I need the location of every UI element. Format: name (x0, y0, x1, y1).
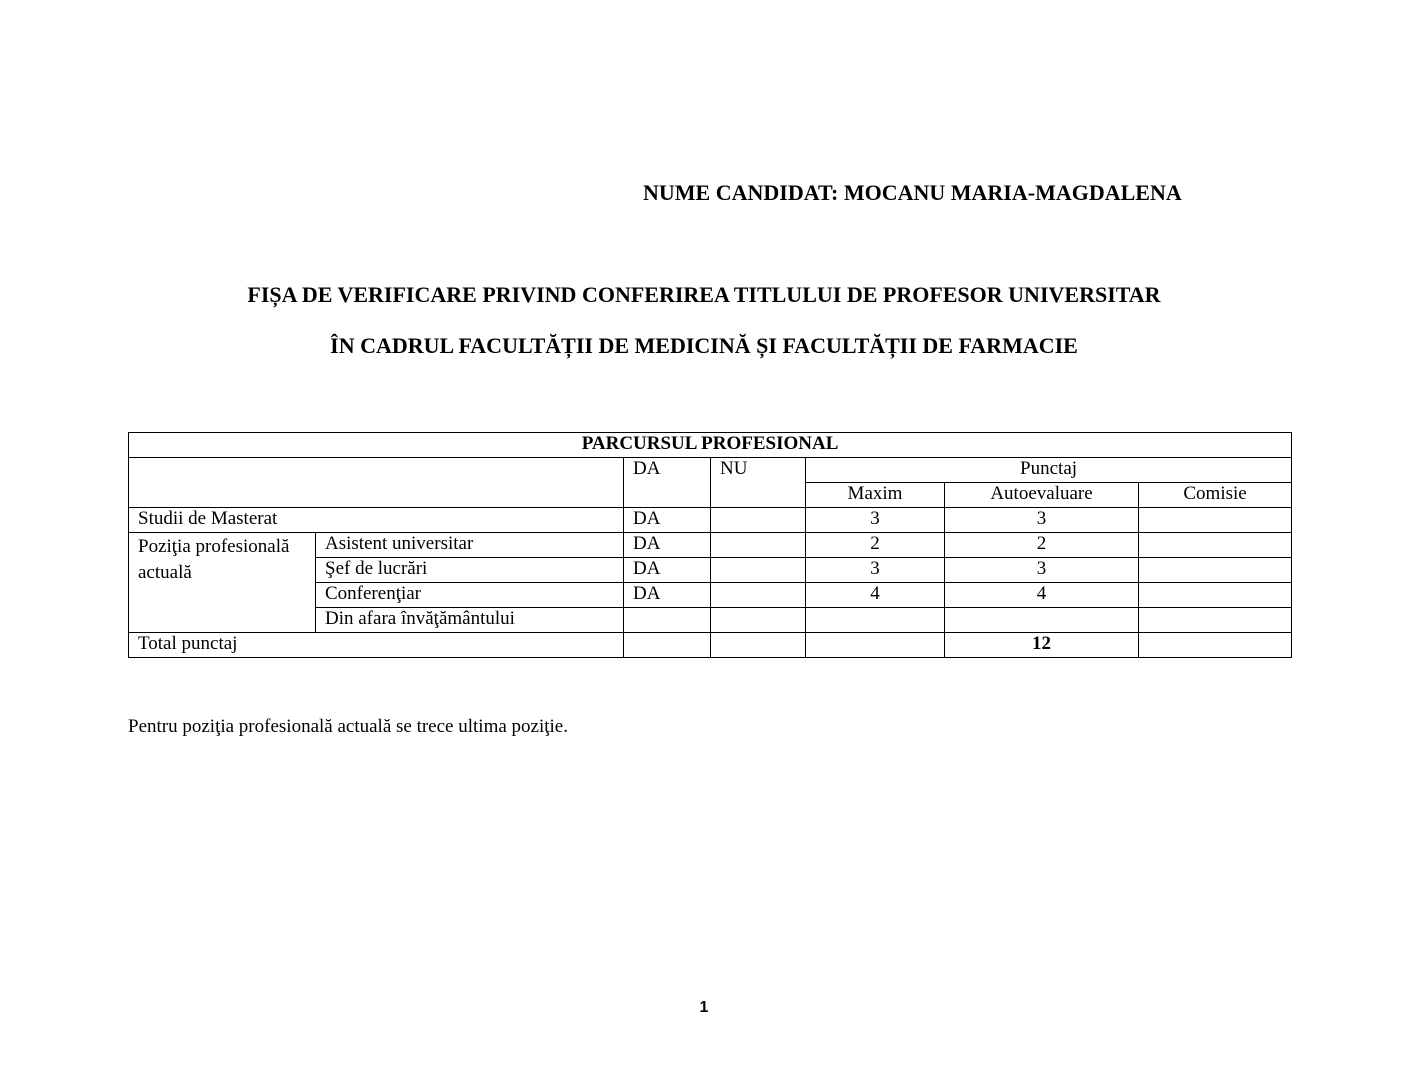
table-row (129, 508, 1292, 533)
cell-maxim: 4 (806, 583, 945, 608)
cell-nu (711, 533, 806, 558)
header-punctaj: Punctaj (806, 458, 1292, 483)
table-row (129, 533, 1292, 558)
cell-nu (711, 583, 806, 608)
cell-nu (711, 633, 806, 658)
header-da: DA (624, 458, 711, 508)
cell-maxim: 2 (806, 533, 945, 558)
cell-maxim (806, 633, 945, 658)
header-comisie: Comisie (1139, 483, 1292, 508)
cell-da (624, 608, 711, 633)
row-label: Asistent universitar (316, 533, 624, 558)
cell-comisie (1139, 633, 1292, 658)
cell-da: DA (624, 583, 711, 608)
cell-comisie (1139, 508, 1292, 533)
cell-da (624, 633, 711, 658)
cell-autoevaluare: 2 (945, 533, 1139, 558)
table-caption-row (129, 433, 1292, 458)
position-group-label: Poziţia profesională actuală (129, 533, 316, 633)
row-label: Din afara învăţământului (316, 608, 624, 633)
cell-comisie (1139, 558, 1292, 583)
header-maxim: Maxim (806, 483, 945, 508)
professional-path-table (128, 432, 1292, 658)
cell-nu (711, 608, 806, 633)
row-label: Studii de Masterat (129, 508, 624, 533)
total-row (129, 633, 1292, 658)
page-number: 1 (699, 999, 709, 1016)
cell-comisie (1139, 608, 1292, 633)
document-title-line-2: ÎN CADRUL FACULTĂȚII DE MEDICINĂ ȘI FACULTĂȚII DE FARMACIE (330, 333, 1078, 358)
cell-nu (711, 558, 806, 583)
header-nu: NU (711, 458, 806, 508)
cell-maxim: 3 (806, 558, 945, 583)
cell-comisie (1139, 533, 1292, 558)
row-label: Conferenţiar (316, 583, 624, 608)
cell-da: DA (624, 508, 711, 533)
cell-comisie (1139, 583, 1292, 608)
cell-nu (711, 508, 806, 533)
header-empty-cell (129, 458, 624, 508)
cell-autoevaluare: 3 (945, 508, 1139, 533)
header-autoevaluare: Autoevaluare (945, 483, 1139, 508)
cell-da: DA (624, 533, 711, 558)
cell-autoevaluare (945, 608, 1139, 633)
table-caption: PARCURSUL PROFESIONAL (129, 433, 1292, 458)
total-label: Total punctaj (129, 633, 624, 658)
cell-maxim (806, 608, 945, 633)
document-title-line-1: FIȘA DE VERIFICARE PRIVIND CONFERIREA TITLULUI DE PROFESOR UNIVERSITAR (247, 282, 1161, 307)
candidate-name: NUME CANDIDAT: MOCANU MARIA-MAGDALENA (643, 180, 1182, 205)
footnote: Pentru poziţia profesională actuală se trece ultima poziţie. (128, 716, 568, 737)
table-header-row-1 (129, 458, 1292, 483)
cell-maxim: 3 (806, 508, 945, 533)
cell-da: DA (624, 558, 711, 583)
cell-autoevaluare: 4 (945, 583, 1139, 608)
row-label: Şef de lucrări (316, 558, 624, 583)
cell-autoevaluare: 3 (945, 558, 1139, 583)
total-autoevaluare: 12 (945, 633, 1139, 658)
